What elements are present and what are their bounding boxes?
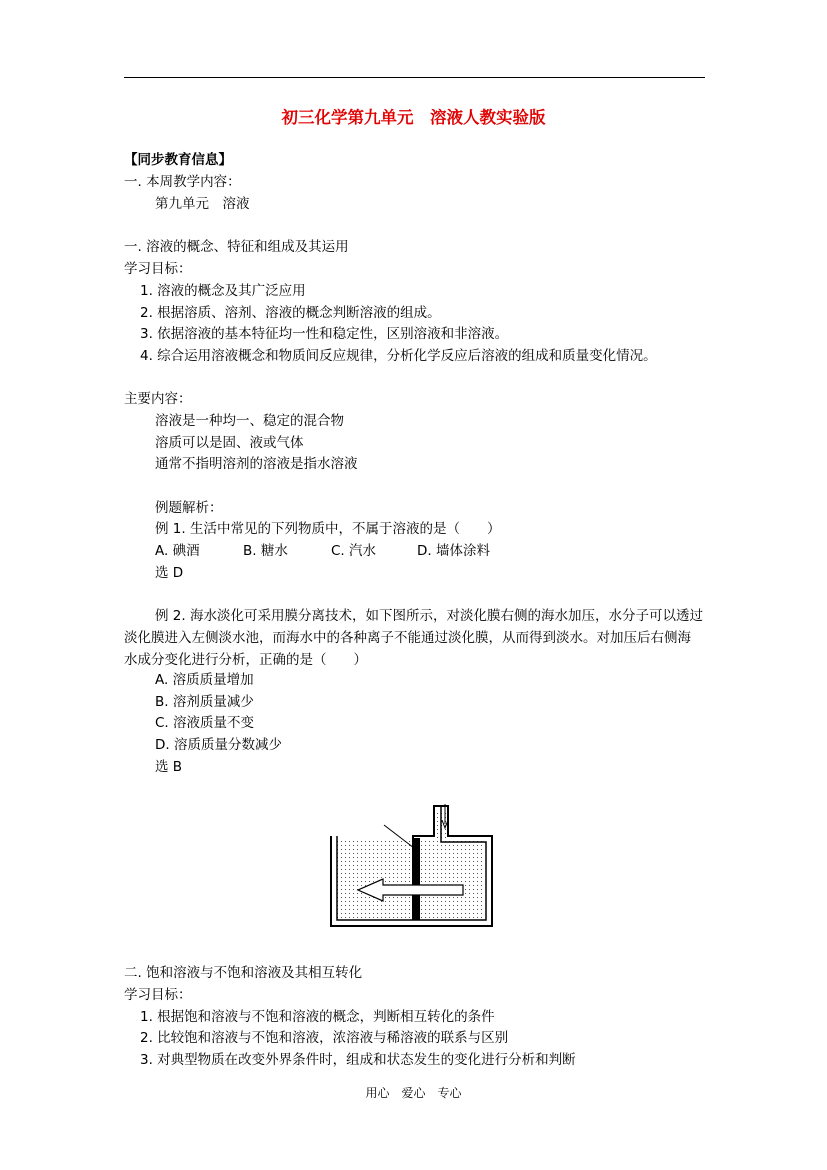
weekly-heading: 一. 本周教学内容： [124, 174, 241, 190]
part1-goal-3: 3. 依据溶液的基本特征均一性和稳定性，区别溶液和非溶液。 [140, 326, 509, 342]
main-item-3: 通常不指明溶剂的溶液是指水溶液 [155, 456, 358, 472]
ex1-question: 例 1. 生活中常见的下列物质中，不属于溶液的是（ ） [155, 521, 501, 537]
ex2-answer: 选 B [155, 759, 183, 775]
ex2-option-a: A. 溶质质量增加 [155, 672, 254, 688]
main-item-2: 溶质可以是固、液或气体 [155, 435, 304, 451]
part1-goal-4: 4. 综合运用溶液概念和物质间反应规律，分析化学反应后溶液的组成和质量变化情况。 [140, 348, 657, 364]
footer-word-3: 专心 [437, 1086, 462, 1100]
ex1-options [155, 542, 490, 560]
document-title: 初三化学第九单元 溶液人教实验版 [281, 108, 546, 127]
part1-goal-1: 1. 溶液的概念及其广泛应用 [140, 283, 306, 299]
ex2-option-c: C. 溶液质量不变 [155, 715, 255, 731]
part1-goals-label: 学习目标： [124, 261, 192, 277]
part1-goal-2: 2. 根据溶质、溶剂、溶液的概念判断溶液的组成。 [140, 305, 441, 321]
ex1-option-d: D. 墙体涂料 [417, 543, 490, 559]
desalination-diagram [328, 800, 504, 930]
footer-word-2: 爱心 [401, 1086, 426, 1100]
ex2-option-d: D. 溶质质量分数减少 [155, 737, 282, 753]
main-label: 主要内容： [124, 391, 192, 407]
part1-heading: 一. 溶液的概念、特征和组成及其运用 [124, 239, 349, 255]
part2-goals-label: 学习目标： [124, 987, 192, 1003]
part2-heading: 二. 饱和溶液与不饱和溶液及其相互转化 [124, 965, 363, 981]
header-rule [124, 77, 705, 78]
weekly-unit: 第九单元 溶液 [155, 196, 250, 212]
ex1-option-a: A. 碘酒 [155, 543, 200, 559]
page-footer [0, 1084, 827, 1101]
part2-goal-1: 1. 根据饱和溶液与不饱和溶液的概念，判断相互转化的条件 [140, 1009, 495, 1025]
ex1-option-b: B. 糖水 [243, 543, 288, 559]
section-header: 【同步教育信息】 [124, 152, 232, 168]
ex1-option-c: C. 汽水 [331, 543, 377, 559]
part2-goal-3: 3. 对典型物质在改变外界条件时，组成和状态发生的变化进行分析和判断 [140, 1052, 576, 1068]
ex1-answer: 选 D [155, 565, 184, 581]
water-fill [337, 841, 485, 920]
footer-word-1: 用心 [365, 1086, 390, 1100]
ex2-option-b: B. 溶剂质量减少 [155, 694, 254, 710]
examples-label: 例题解析： [155, 500, 223, 516]
main-item-1: 溶液是一种均一、稳定的混合物 [155, 413, 344, 429]
ex2-question: 例 2. 海水淡化可采用膜分离技术，如下图所示，对淡化膜右侧的海水加压，水分子可以透过淡化膜进入左侧淡水池，而海水中的各种离子不能通过淡化膜，从而得到淡水。对加压后右侧海水成分变化进行分析，正确的是（ ） [124, 608, 703, 668]
membrane [412, 838, 420, 920]
part2-goal-2: 2. 比较饱和溶液与不饱和溶液，浓溶液与稀溶液的联系与区别 [140, 1030, 509, 1046]
